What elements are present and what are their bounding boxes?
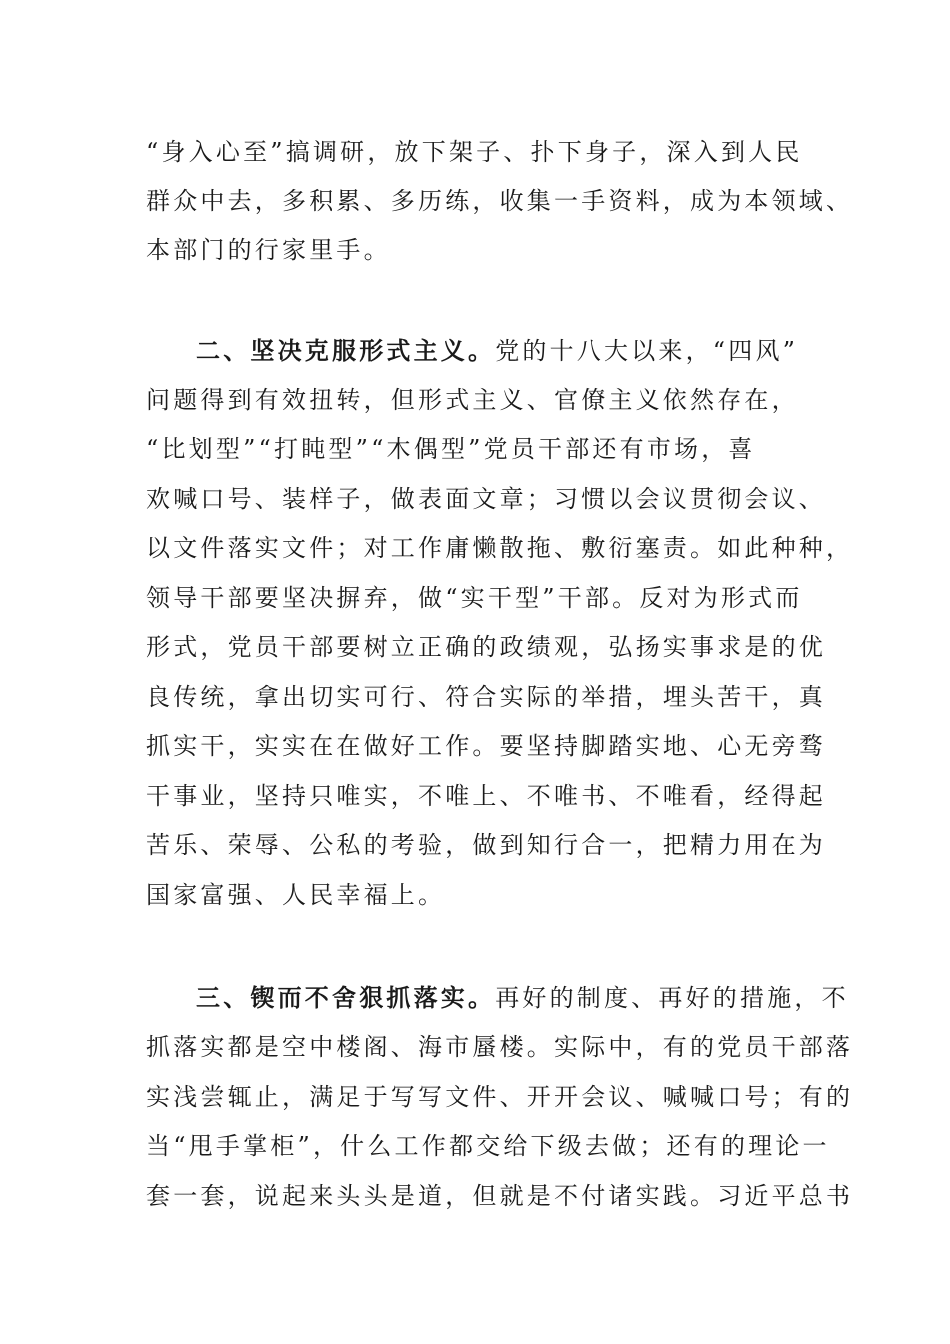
paragraph-2-line-10: 干事业，坚持只唯实，不唯上、不唯书、不唯看，经得起 xyxy=(146,782,826,810)
paragraph-3-line-5: 套一套，说起来头头是道，但就是不付诸实践。习近平总书 xyxy=(146,1182,854,1210)
paragraph-2-first-line-text: 党的十八大以来，“四风” xyxy=(495,337,799,365)
paragraph-2-line-2: 问题得到有效扭转，但形式主义、官僚主义依然存在， xyxy=(146,386,799,414)
section-heading-3: 三、锲而不舍狠抓落实。 xyxy=(196,983,496,1012)
paragraph-2-line-9: 抓实干，实实在在做好工作。要坚持脚踏实地、心无旁骛 xyxy=(146,732,826,760)
paragraph-2-line-12: 国家富强、人民幸福上。 xyxy=(146,881,446,909)
paragraph-2-line-5: 以文件落实文件；对工作庸懒散拖、敷衍塞责。如此种种， xyxy=(146,534,854,562)
paragraph-3-line-3: 实浅尝辄止，满足于写写文件、开开会议、喊喊口号；有的 xyxy=(146,1083,854,1111)
paragraph-3-line-4: 当“甩手掌柜”，什么工作都交给下级去做；还有的理论一 xyxy=(146,1132,830,1160)
paragraph-2-line-11: 苦乐、荣辱、公私的考验，做到知行合一，把精力用在为 xyxy=(146,831,826,859)
paragraph-3-line-2: 抓落实都是空中楼阁、海市蜃楼。实际中，有的党员干部落 xyxy=(146,1033,854,1061)
paragraph-2-line-6: 领导干部要坚决摒弃，做“实干型”干部。反对为形式而 xyxy=(146,584,803,612)
paragraph-2-line-7: 形式，党员干部要树立正确的政绩观，弘扬实事求是的优 xyxy=(146,633,826,661)
paragraph-3-first-line xyxy=(196,983,849,1013)
paragraph-2-line-8: 良传统，拿出切实可行、符合实际的举措，埋头苦干，真 xyxy=(146,683,826,711)
paragraph-1-line-1: “身入心至”搞调研，放下架子、扑下身子，深入到人民 xyxy=(146,138,803,166)
paragraph-1-line-2: 群众中去，多积累、多历练，收集一手资料，成为本领域、 xyxy=(146,187,854,215)
paragraph-2-line-4: 欢喊口号、装样子，做表面文章；习惯以会议贯彻会议、 xyxy=(146,485,826,513)
paragraph-1-line-3: 本部门的行家里手。 xyxy=(146,236,391,264)
section-heading-2: 二、坚决克服形式主义。 xyxy=(196,336,496,365)
paragraph-2-first-line xyxy=(196,336,798,366)
paragraph-2-line-3: “比划型”“打盹型”“木偶型”党员干部还有市场，喜 xyxy=(146,435,756,463)
paragraph-3-first-line-text: 再好的制度、再好的措施，不 xyxy=(495,984,849,1012)
